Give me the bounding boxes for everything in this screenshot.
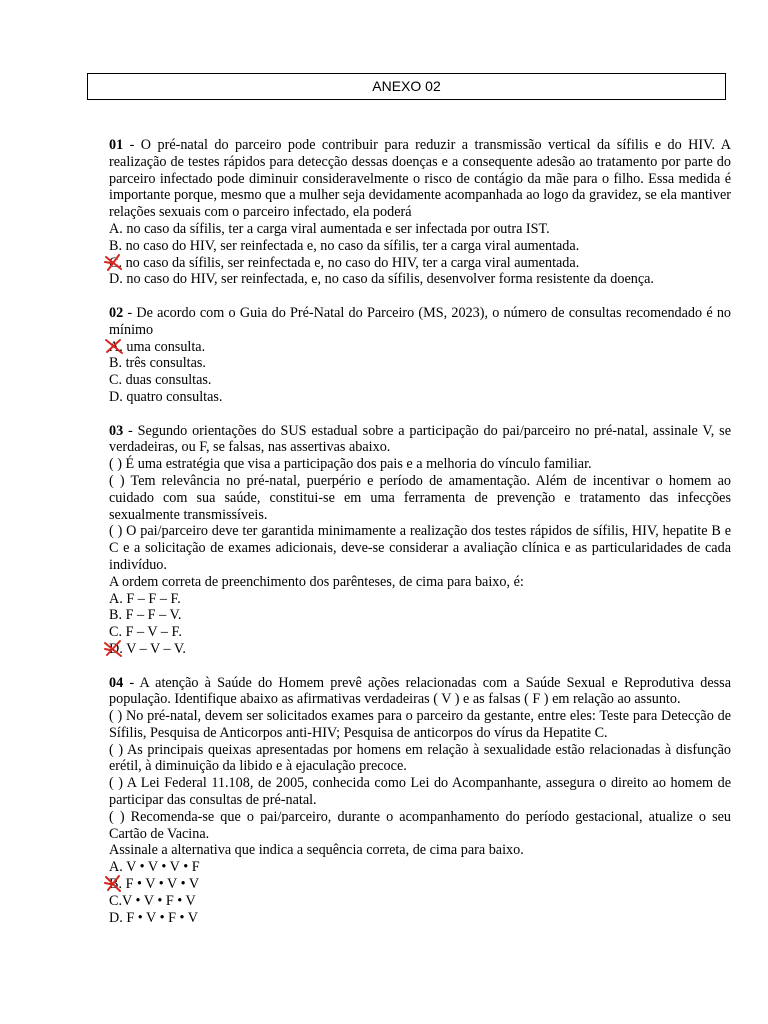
option-letter: D.: [109, 640, 123, 657]
question-text: - O pré-natal do parceiro pode contribuir para reduzir a transmissão vertical da sífilis e do HIV. A realização de testes rápidos para detecção dessas doenças e a consequente adesão ao tratamento por parte do parceiro infectado pode diminuir consideravelmente o risco de contágio da mãe para o filho. Essa medida é importante porque, mesmo que a mulher seja devidamente acompanhada ao logo da gravidez, se ela mantiver relações sexuais com o parceiro infectado, ela poderá: [109, 137, 731, 221]
option-b-selected[interactable]: [109, 876, 731, 893]
option-letter: B.: [109, 237, 123, 254]
question-text: - A atenção à Saúde do Homem prevê ações relacionadas com a Saúde Sexual e Reprodutiva dessa população. Identifique abaixo as afirmativas verdadeiras ( V ) e as falsas ( F ) em relação ao assunto.: [109, 674, 731, 708]
option-d-selected[interactable]: [109, 641, 731, 658]
option-c[interactable]: [109, 372, 731, 389]
option-letter: C.: [109, 372, 123, 389]
statement: ( ) A Lei Federal 11.108, de 2005, conhecida como Lei do Acompanhante, assegura o direito ao homem de participar das consultas de pré-natal.: [109, 775, 731, 809]
option-letter: C.: [109, 254, 123, 271]
question-03: [109, 423, 731, 658]
question-stem: [109, 137, 731, 221]
question-number: 02: [109, 304, 124, 321]
option-letter: A.: [109, 590, 123, 607]
option-letter: C.: [109, 892, 123, 909]
question-number: 03: [109, 422, 124, 439]
option-text: uma consulta.: [122, 338, 206, 355]
question-stem: [109, 675, 731, 709]
option-d[interactable]: [109, 271, 731, 288]
option-d[interactable]: [109, 910, 731, 927]
statement: ( ) É uma estratégia que visa a participação dos pais e a melhoria do vínculo familiar.: [109, 456, 592, 473]
option-text: quatro consultas.: [122, 388, 223, 405]
question-text: - Segundo orientações do SUS estadual sobre a participação do pai/parceiro no pré-natal, assinale V, se verdadeiras, ou F, se falsas, nas assertivas abaixo.: [109, 422, 732, 456]
option-text: F – V – F.: [122, 624, 182, 641]
statement: ( ) Tem relevância no pré-natal, puerpério e período de amamentação. Além de incentivar o homem ao cuidado com sua saúde, constitui-se em uma ferramenta de prevenção e tratamento das infecções sexualmente transmissíveis.: [109, 472, 731, 523]
statement: ( ) O pai/parceiro deve ter garantida minimamente a realização dos testes rápidos de sífilis, HIV, hepatite B e C e a solicitação de exames adicionais, deve-se considerar a avaliação clínica e as particularidades de cada indivíduo.: [109, 523, 731, 573]
option-letter: A.: [109, 338, 123, 355]
option-letter: A.: [109, 220, 123, 237]
question-list: [109, 137, 731, 943]
statement: ( ) As principais queixas apresentadas por homens em relação à sexualidade estão relacionadas à disfunção erétil, à diminuição da libido e à ejaculação precoce.: [109, 741, 731, 775]
option-text: no caso do HIV, ser reinfectada e, no caso da sífilis, ter a carga viral aumentada.: [122, 237, 580, 254]
option-c-selected[interactable]: [109, 255, 731, 272]
option-b[interactable]: [109, 607, 731, 624]
option-letter: B.: [109, 876, 123, 893]
option-a[interactable]: [109, 221, 731, 238]
option-letter: B.: [109, 607, 123, 624]
option-letter: D.: [109, 388, 123, 405]
option-text: V – V – V.: [122, 640, 186, 657]
question-04: [109, 675, 731, 927]
option-text: F – F – V.: [122, 607, 182, 624]
option-letter: D.: [109, 909, 123, 926]
statement: ( ) Recomenda-se que o pai/parceiro, durante o acompanhamento do período gestacional, atualize o seu Cartão de Vacina.: [109, 808, 731, 842]
option-text: três consultas.: [122, 355, 206, 372]
option-text: F • V • F • V: [122, 909, 199, 926]
option-c[interactable]: [109, 893, 731, 910]
option-a-selected[interactable]: [109, 339, 731, 356]
question-instruction: A ordem correta de preenchimento dos parênteses, de cima para baixo, é:: [109, 573, 524, 590]
option-letter: A.: [109, 859, 123, 876]
option-a[interactable]: [109, 859, 731, 876]
option-text: F • V • V • V: [122, 876, 200, 893]
option-text: duas consultas.: [122, 372, 212, 389]
question-text: - De acordo com o Guia do Pré-Natal do Parceiro (MS, 2023), o número de consultas recomendado é no mínimo: [109, 304, 732, 338]
option-a[interactable]: [109, 591, 731, 608]
option-text: V • V • F • V: [122, 892, 196, 909]
option-text: no caso do HIV, ser reinfectada, e, no caso da sífilis, desenvolver forma resistente da doença.: [122, 271, 654, 288]
option-c[interactable]: [109, 624, 731, 641]
page-title: ANEXO 02: [87, 73, 726, 100]
option-letter: C.: [109, 624, 123, 641]
statement: ( ) No pré-natal, devem ser solicitados exames para o parceiro da gestante, entre eles: Teste para Detecção de Sífilis, Pesquisa de Anticorpos anti-HIV; Pesquisa de anticorpos do vírus da Hepatite C.: [109, 708, 731, 741]
option-b[interactable]: [109, 355, 731, 372]
option-d[interactable]: [109, 389, 731, 406]
option-letter: B.: [109, 355, 123, 372]
option-text: V • V • V • F: [122, 859, 200, 876]
question-instruction: Assinale a alternativa que indica a sequência correta, de cima para baixo.: [109, 842, 524, 859]
option-text: no caso da sífilis, ser reinfectada e, no caso do HIV, ter a carga viral aumentada.: [122, 254, 580, 271]
question-02: [109, 305, 731, 406]
option-text: F – F – F.: [122, 590, 181, 607]
question-01: [109, 137, 731, 288]
question-stem: [109, 423, 731, 457]
option-text: no caso da sífilis, ter a carga viral aumentada e ser infectada por outra IST.: [122, 220, 550, 237]
option-b[interactable]: [109, 238, 731, 255]
question-stem: [109, 305, 731, 339]
option-letter: D.: [109, 271, 123, 288]
question-number: 04: [109, 674, 124, 691]
question-number: 01: [109, 137, 124, 153]
